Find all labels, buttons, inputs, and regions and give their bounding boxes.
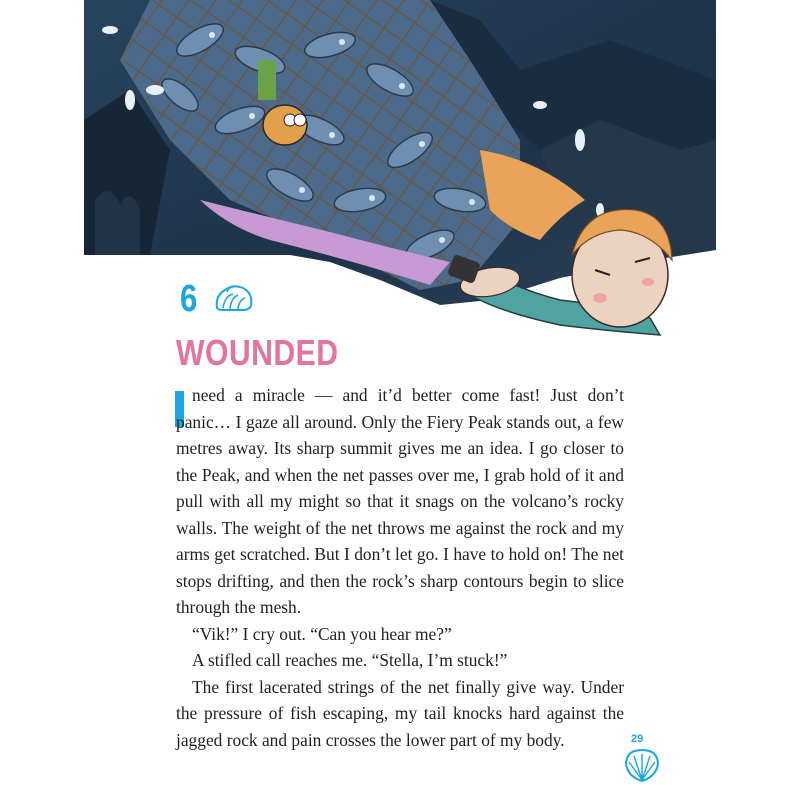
seashell-icon: [213, 280, 255, 314]
chapter-title: WOUNDED: [176, 332, 339, 373]
page-number: 29: [631, 733, 644, 745]
paragraph: The first lacerated strings of the net finally give way. Under the pressure of fish escaping, my tail knocks hard against the jagged rock and pain crosses the lower part of my body.: [176, 676, 624, 750]
paragraph: “Vik!” I cry out. “Can you hear me?”: [192, 623, 452, 644]
chapter-illustration: [0, 0, 800, 360]
chapter-number: 6: [180, 278, 198, 320]
seashell-icon: [623, 748, 661, 784]
paragraph: need a miracle — and it’d better come fast! Just don’t panic… I gaze all around. Only the Fiery Peak stands out, a few metres away. Its sharp summit gives me an idea. I go closer to the Peak, and when the net passes over me, I grab hold of it and pull with all my might so that it snags on the volcano’s rocky walls. The weight of the net throws me against the rock and my arms get scratched. But I don’t let go. I have to hold on! The net stops drifting, and then the rock’s sharp contours begin to slice through the mesh.: [176, 385, 624, 617]
paragraph: A stifled call reaches me. “Stella, I’m stuck!”: [192, 650, 508, 670]
chapter-body: [176, 382, 624, 753]
